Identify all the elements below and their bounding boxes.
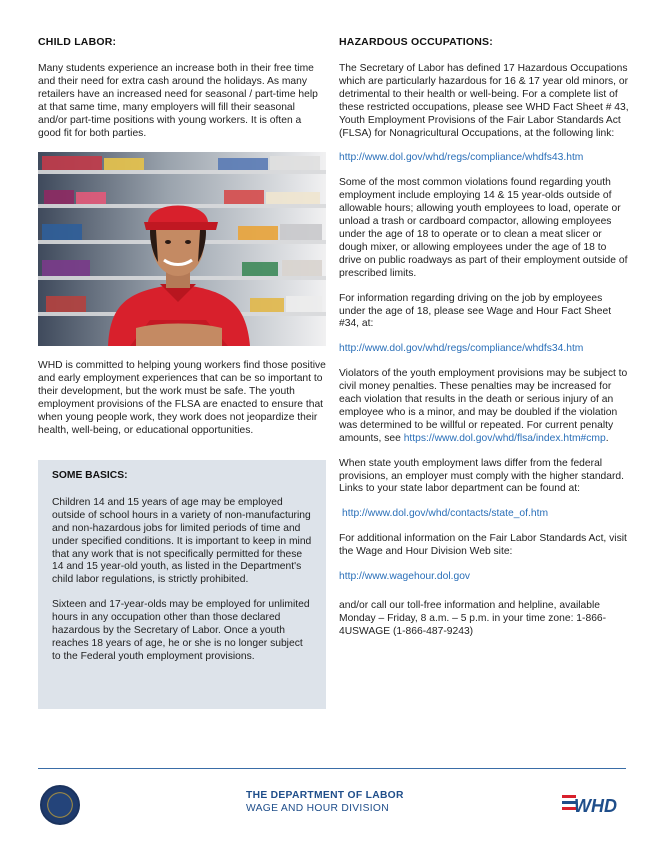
store-worker-photo: [38, 152, 326, 346]
driving-info-paragraph: For information regarding driving on the job by employees under the age of 18, please see Wage and Hour Fact Sheet #34, at:: [339, 292, 612, 330]
footer-department: [246, 790, 404, 814]
state-contacts-link[interactable]: http://www.dol.gov/whd/contacts/state_of.htm: [342, 508, 549, 520]
penalties-paragraph: [339, 368, 631, 445]
footer-divider: [38, 768, 626, 769]
penalties-period: .: [605, 432, 609, 444]
some-basics-paragraph-2: Sixteen and 17-year-olds may be employed for unlimited hours in any occupation other than those declared hazardous by the Secretary of Labor. Once a youth reaches 18 years of age, he or she is no longer subject to the Federal youth employment provisions.: [52, 599, 310, 662]
penalty-amounts-link[interactable]: https://www.dol.gov/whd/flsa/index.htm#cmp: [403, 432, 606, 444]
right-column: [339, 36, 631, 651]
some-basics-heading: SOME BASICS:: [52, 469, 128, 481]
whd-commitment-paragraph: WHD is committed to helping young workers find those positive and early employment experiences that can be so important to their development, but the work must be safe. The youth employment provisions of the FLSA are enacted to ensure that when young people work, they work does not jeopardize their health, well-being, or educational opportunities.: [38, 360, 326, 436]
fact-sheet-43-link[interactable]: http://www.dol.gov/whd/regs/compliance/whdfs43.htm: [339, 152, 584, 164]
department-name: THE DEPARTMENT OF LABOR: [246, 790, 404, 801]
division-name: WAGE AND HOUR DIVISION: [246, 803, 389, 814]
department-seal-icon: [40, 785, 80, 825]
child-labor-heading: CHILD LABOR:: [38, 36, 117, 48]
whd-logo-text: WHD: [574, 796, 617, 816]
state-laws-paragraph: When state youth employment laws differ from the federal provisions, an employer must comply with the higher standard. Links to your state labor department can be found at:: [339, 457, 625, 495]
penalties-text: Violators of the youth employment provisions may be subject to civil money penalties. These penalties may be increased for each violation that results in the death or serious injury of an employee who is a minor, and may be doubled if the violation was determined to be willful or repeated. For current penalty amounts, see: [339, 368, 628, 444]
wagehour-link[interactable]: http://www.wagehour.dol.gov: [339, 571, 471, 583]
common-violations-paragraph: Some of the most common violations found regarding youth employment include employing 14 & 15 year-olds outside of allowable hours; allowing youth employees to load, operate or unload a trash or cardboard compactor, allowing employees under the age of 18 to operate or to clean a meat slicer or dough mixer, or allowing employees under the age of 18 to drive on public roadways as part of their employment outside of prescribed limits.: [339, 177, 628, 279]
hazardous-occupations-heading: HAZARDOUS OCCUPATIONS:: [339, 36, 493, 48]
flsa-info-paragraph: For additional information on the Fair Labor Standards Act, visit the Wage and Hour Division Web site:: [339, 533, 627, 558]
left-column: [38, 36, 326, 709]
child-labor-paragraph: Many students experience an increase both in their free time and their need for extra cash around the holidays. As many retailers have an increased need for seasonal / part-time help at that same time, many employers will fill their seasonal and/or part-time positions with young workers. It is often a good fit for both parties.: [38, 63, 318, 139]
some-basics-box: [38, 460, 326, 709]
some-basics-paragraph-1: Children 14 and 15 years of age may be employed outside of school hours in a variety of non-manufacturing and non-hazardous jobs for limited periods of time and under specified conditions. It is important to keep in mind that any work that is not specifically permitted for these 14 and 15 year-old youth, as listed in the Department's child labor regulations, is strictly prohibited.: [52, 496, 312, 586]
fact-sheet-34-link[interactable]: http://www.dol.gov/whd/regs/compliance/whdfs34.htm: [339, 343, 584, 355]
store-worker-illustration: [38, 152, 326, 346]
hazardous-intro-paragraph: The Secretary of Labor has defined 17 Hazardous Occupations which are particularly hazardous for 16 & 17 year old minors, or detrimental to their health or well-being. For a complete list of these restricted occupations, please see WHD Fact Sheet # 43, Youth Employment Provisions of the Fair Labor Standards Act (FLSA) for Nonagricultural Occupations, at the following link:: [339, 63, 629, 139]
whd-logo-icon: [562, 790, 626, 818]
helpline-paragraph: and/or call our toll-free information and helpline, available Monday – Friday, 8 a.m. – 5 p.m. in your time zone: 1-866-4USWAGE (1-866-487-9243): [339, 600, 607, 637]
